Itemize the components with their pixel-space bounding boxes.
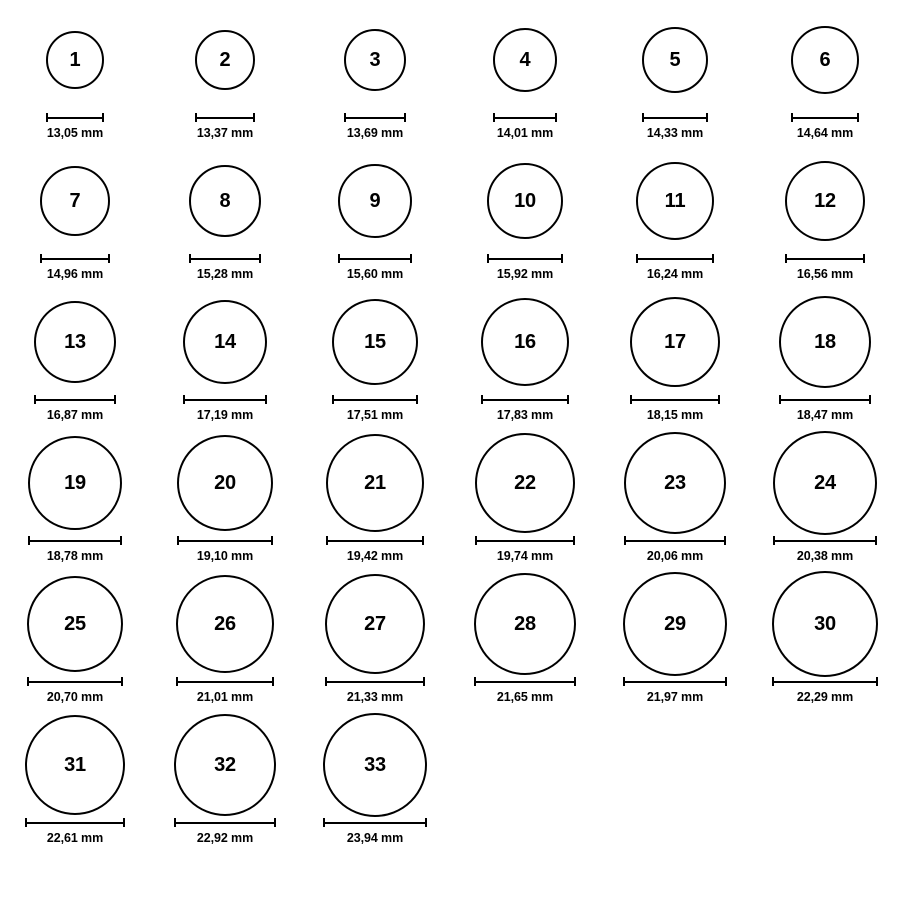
- diameter-label: 14,96 mm: [46, 267, 104, 281]
- measure-cap-right: [863, 254, 865, 263]
- measure-cap-right: [274, 818, 276, 827]
- ring-size-cell[interactable]: [0, 8, 150, 149]
- diameter-label: 20,38 mm: [796, 549, 854, 563]
- measure-cap-left: [623, 677, 625, 686]
- ring-circle-wrapper: [28, 431, 122, 535]
- measure-line: [332, 399, 418, 401]
- ring-size-cell[interactable]: [600, 149, 750, 290]
- ring-circle: [40, 166, 110, 236]
- ring-circle-wrapper: [195, 8, 255, 112]
- measure-cap-left: [174, 818, 176, 827]
- measure-line: [474, 681, 576, 683]
- diameter-measure-bar: [323, 818, 427, 827]
- diameter-measure-bar: [344, 113, 406, 122]
- measure-line: [785, 258, 865, 260]
- measure-cap-left: [189, 254, 191, 263]
- ring-size-cell[interactable]: [300, 431, 450, 572]
- measure-cap-left: [344, 113, 346, 122]
- diameter-measure-bar: [176, 677, 274, 686]
- measure-cap-right: [422, 536, 424, 545]
- ring-circle: [325, 574, 425, 674]
- ring-size-number: 10: [514, 190, 536, 212]
- ring-size-number: 9: [369, 190, 381, 212]
- diameter-label: 15,28 mm: [196, 267, 254, 281]
- ring-size-cell[interactable]: [450, 8, 600, 149]
- measure-cap-left: [326, 536, 328, 545]
- ring-size-cell[interactable]: [750, 8, 900, 149]
- diameter-label: 13,69 mm: [346, 126, 404, 140]
- diameter-measure-bar: [325, 677, 425, 686]
- ring-circle-wrapper: [34, 290, 116, 394]
- diameter-measure-bar: [177, 536, 273, 545]
- ring-size-number: 24: [814, 472, 836, 494]
- ring-circle: [636, 162, 714, 240]
- diameter-measure-bar: [189, 254, 261, 263]
- ring-size-number: 15: [364, 331, 386, 353]
- diameter-label: 14,33 mm: [646, 126, 704, 140]
- measure-line: [338, 258, 412, 260]
- ring-circle-wrapper: [630, 290, 720, 394]
- ring-circle-wrapper: [791, 8, 859, 112]
- diameter-label: 20,70 mm: [46, 690, 104, 704]
- diameter-label: 13,37 mm: [196, 126, 254, 140]
- diameter-label: 16,87 mm: [46, 408, 104, 422]
- ring-circle: [183, 300, 267, 384]
- measure-cap-left: [34, 395, 36, 404]
- diameter-measure-bar: [642, 113, 708, 122]
- measure-cap-left: [27, 677, 29, 686]
- ring-circle: [34, 301, 116, 383]
- measure-cap-left: [791, 113, 793, 122]
- ring-size-number: 8: [219, 190, 231, 212]
- ring-circle: [27, 576, 123, 672]
- measure-cap-left: [779, 395, 781, 404]
- ring-size-number: 30: [814, 613, 836, 635]
- measure-cap-left: [785, 254, 787, 263]
- ring-circle: [785, 161, 865, 241]
- measure-line: [40, 258, 110, 260]
- ring-size-number: 29: [664, 613, 686, 635]
- measure-line: [46, 117, 104, 119]
- diameter-label: 17,19 mm: [196, 408, 254, 422]
- ring-size-cell[interactable]: [150, 713, 300, 854]
- diameter-label: 22,29 mm: [796, 690, 854, 704]
- ring-size-cell[interactable]: [600, 8, 750, 149]
- ring-size-cell[interactable]: [750, 149, 900, 290]
- diameter-measure-bar: [791, 113, 859, 122]
- ring-size-number: 31: [64, 754, 86, 776]
- measure-cap-right: [876, 677, 878, 686]
- measure-cap-right: [259, 254, 261, 263]
- diameter-label: 14,01 mm: [496, 126, 554, 140]
- diameter-measure-bar: [779, 395, 871, 404]
- ring-size-number: 13: [64, 331, 86, 353]
- measure-line: [344, 117, 406, 119]
- measure-line: [176, 681, 274, 683]
- measure-cap-right: [108, 254, 110, 263]
- diameter-label: 13,05 mm: [46, 126, 104, 140]
- ring-circle: [176, 575, 274, 673]
- ring-size-cell[interactable]: [600, 290, 750, 431]
- ring-circle-wrapper: [174, 713, 276, 817]
- ring-circle-wrapper: [325, 572, 425, 676]
- diameter-measure-bar: [481, 395, 569, 404]
- diameter-measure-bar: [338, 254, 412, 263]
- measure-cap-left: [773, 536, 775, 545]
- diameter-label: 22,61 mm: [46, 831, 104, 845]
- measure-cap-right: [425, 818, 427, 827]
- ring-size-cell[interactable]: [150, 8, 300, 149]
- measure-line: [493, 117, 557, 119]
- ring-size-number: 18: [814, 331, 836, 353]
- measure-cap-right: [423, 677, 425, 686]
- measure-line: [189, 258, 261, 260]
- ring-size-number: 16: [514, 331, 536, 353]
- measure-cap-right: [555, 113, 557, 122]
- measure-line: [624, 540, 726, 542]
- measure-cap-right: [875, 536, 877, 545]
- ring-size-number: 1: [69, 49, 81, 71]
- ring-size-number: 22: [514, 472, 536, 494]
- ring-circle: [474, 573, 576, 675]
- diameter-label: 18,78 mm: [46, 549, 104, 563]
- measure-line: [487, 258, 563, 260]
- ring-size-number: 26: [214, 613, 236, 635]
- ring-circle-wrapper: [323, 713, 427, 817]
- ring-circle-wrapper: [623, 572, 727, 676]
- ring-size-number: 14: [214, 331, 236, 353]
- measure-line: [323, 822, 427, 824]
- measure-cap-left: [46, 113, 48, 122]
- diameter-measure-bar: [636, 254, 714, 263]
- measure-line: [325, 681, 425, 683]
- measure-cap-left: [630, 395, 632, 404]
- diameter-label: 22,92 mm: [196, 831, 254, 845]
- ring-circle-wrapper: [785, 149, 865, 253]
- ring-circle-wrapper: [475, 431, 575, 535]
- ring-size-cell[interactable]: [0, 431, 150, 572]
- measure-cap-left: [642, 113, 644, 122]
- diameter-measure-bar: [46, 113, 104, 122]
- measure-line: [481, 399, 569, 401]
- measure-cap-left: [493, 113, 495, 122]
- measure-cap-right: [102, 113, 104, 122]
- measure-cap-left: [338, 254, 340, 263]
- ring-circle-wrapper: [642, 8, 708, 112]
- ring-circle: [28, 436, 122, 530]
- measure-line: [773, 540, 877, 542]
- diameter-label: 21,01 mm: [196, 690, 254, 704]
- measure-line: [623, 681, 727, 683]
- ring-circle-wrapper: [326, 431, 424, 535]
- diameter-measure-bar: [27, 677, 123, 686]
- ring-circle-wrapper: [338, 149, 412, 253]
- measure-line: [326, 540, 424, 542]
- ring-circle: [338, 164, 412, 238]
- ring-circle-wrapper: [176, 572, 274, 676]
- diameter-measure-bar: [474, 677, 576, 686]
- ring-size-cell[interactable]: [0, 290, 150, 431]
- ring-size-number: 21: [364, 472, 386, 494]
- diameter-label: 15,60 mm: [346, 267, 404, 281]
- ring-size-cell[interactable]: [150, 149, 300, 290]
- ring-circle: [773, 431, 877, 535]
- ring-circle-wrapper: [332, 290, 418, 394]
- ring-circle: [189, 165, 261, 237]
- ring-size-number: 3: [369, 49, 381, 71]
- measure-cap-left: [636, 254, 638, 263]
- measure-cap-left: [474, 677, 476, 686]
- ring-circle: [326, 434, 424, 532]
- measure-cap-right: [718, 395, 720, 404]
- measure-line: [27, 681, 123, 683]
- ring-size-cell[interactable]: [450, 149, 600, 290]
- measure-cap-right: [123, 818, 125, 827]
- diameter-measure-bar: [487, 254, 563, 263]
- ring-circle: [323, 713, 427, 817]
- measure-line: [791, 117, 859, 119]
- measure-cap-left: [183, 395, 185, 404]
- measure-cap-left: [25, 818, 27, 827]
- diameter-label: 23,94 mm: [346, 831, 404, 845]
- ring-size-cell[interactable]: [750, 290, 900, 431]
- diameter-label: 20,06 mm: [646, 549, 704, 563]
- ring-size-number: 2: [219, 49, 231, 71]
- diameter-measure-bar: [40, 254, 110, 263]
- ring-circle: [344, 29, 406, 91]
- measure-line: [636, 258, 714, 260]
- diameter-label: 18,15 mm: [646, 408, 704, 422]
- measure-cap-left: [28, 536, 30, 545]
- diameter-measure-bar: [630, 395, 720, 404]
- ring-circle: [791, 26, 859, 94]
- ring-circle-wrapper: [772, 572, 878, 676]
- diameter-label: 21,97 mm: [646, 690, 704, 704]
- measure-cap-left: [481, 395, 483, 404]
- ring-circle: [487, 163, 563, 239]
- ring-circle: [46, 31, 104, 89]
- ring-circle-wrapper: [773, 431, 877, 535]
- ring-circle-wrapper: [624, 431, 726, 535]
- measure-cap-left: [475, 536, 477, 545]
- diameter-label: 16,24 mm: [646, 267, 704, 281]
- ring-size-cell[interactable]: [600, 572, 750, 713]
- measure-cap-right: [574, 677, 576, 686]
- ring-size-cell[interactable]: [300, 572, 450, 713]
- ring-size-number: 19: [64, 472, 86, 494]
- ring-circle: [623, 572, 727, 676]
- diameter-measure-bar: [195, 113, 255, 122]
- ring-size-number: 6: [819, 49, 831, 71]
- diameter-measure-bar: [475, 536, 575, 545]
- ring-size-cell[interactable]: [300, 149, 450, 290]
- measure-line: [642, 117, 708, 119]
- measure-cap-right: [272, 677, 274, 686]
- measure-cap-left: [772, 677, 774, 686]
- diameter-label: 17,83 mm: [496, 408, 554, 422]
- ring-size-cell[interactable]: [150, 290, 300, 431]
- measure-cap-right: [114, 395, 116, 404]
- ring-circle-wrapper: [344, 8, 406, 112]
- diameter-measure-bar: [493, 113, 557, 122]
- ring-circle: [624, 432, 726, 534]
- measure-cap-right: [725, 677, 727, 686]
- ring-size-cell[interactable]: [750, 431, 900, 572]
- measure-line: [177, 540, 273, 542]
- ring-circle: [642, 27, 708, 93]
- ring-size-number: 25: [64, 613, 86, 635]
- measure-line: [34, 399, 116, 401]
- ring-size-cell[interactable]: [300, 8, 450, 149]
- diameter-label: 17,51 mm: [346, 408, 404, 422]
- ring-circle-wrapper: [487, 149, 563, 253]
- ring-circle-wrapper: [46, 8, 104, 112]
- measure-cap-left: [195, 113, 197, 122]
- ring-size-cell[interactable]: [300, 713, 450, 854]
- ring-circle-wrapper: [779, 290, 871, 394]
- ring-circle-wrapper: [636, 149, 714, 253]
- diameter-label: 14,64 mm: [796, 126, 854, 140]
- diameter-measure-bar: [34, 395, 116, 404]
- ring-circle-wrapper: [177, 431, 273, 535]
- ring-size-cell[interactable]: [150, 431, 300, 572]
- ring-size-cell[interactable]: [450, 431, 600, 572]
- measure-cap-right: [712, 254, 714, 263]
- diameter-label: 15,92 mm: [496, 267, 554, 281]
- measure-cap-left: [325, 677, 327, 686]
- measure-line: [779, 399, 871, 401]
- measure-cap-right: [404, 113, 406, 122]
- diameter-measure-bar: [25, 818, 125, 827]
- diameter-measure-bar: [624, 536, 726, 545]
- ring-circle-wrapper: [27, 572, 123, 676]
- measure-cap-right: [265, 395, 267, 404]
- diameter-measure-bar: [28, 536, 122, 545]
- diameter-measure-bar: [773, 536, 877, 545]
- ring-size-number: 5: [669, 49, 681, 71]
- diameter-label: 18,47 mm: [796, 408, 854, 422]
- ring-circle-wrapper: [189, 149, 261, 253]
- diameter-measure-bar: [623, 677, 727, 686]
- ring-circle-wrapper: [481, 290, 569, 394]
- ring-size-number: 20: [214, 472, 236, 494]
- ring-size-number: 7: [69, 190, 81, 212]
- ring-circle: [25, 715, 125, 815]
- ring-circle-wrapper: [474, 572, 576, 676]
- measure-cap-left: [176, 677, 178, 686]
- measure-cap-right: [724, 536, 726, 545]
- measure-line: [174, 822, 276, 824]
- ring-size-cell[interactable]: [0, 149, 150, 290]
- ring-circle: [177, 435, 273, 531]
- diameter-label: 19,10 mm: [196, 549, 254, 563]
- ring-circle: [332, 299, 418, 385]
- measure-line: [772, 681, 878, 683]
- measure-line: [195, 117, 255, 119]
- ring-circle-wrapper: [493, 8, 557, 112]
- diameter-measure-bar: [183, 395, 267, 404]
- ring-size-cell[interactable]: [600, 431, 750, 572]
- ring-size-cell[interactable]: [150, 572, 300, 713]
- measure-cap-right: [869, 395, 871, 404]
- measure-line: [28, 540, 122, 542]
- measure-cap-left: [332, 395, 334, 404]
- diameter-label: 19,42 mm: [346, 549, 404, 563]
- measure-cap-right: [416, 395, 418, 404]
- measure-cap-right: [410, 254, 412, 263]
- ring-size-cell[interactable]: [450, 572, 600, 713]
- ring-size-cell[interactable]: [0, 572, 150, 713]
- ring-circle: [481, 298, 569, 386]
- ring-size-cell[interactable]: [300, 290, 450, 431]
- ring-size-number: 28: [514, 613, 536, 635]
- diameter-label: 19,74 mm: [496, 549, 554, 563]
- measure-line: [25, 822, 125, 824]
- diameter-measure-bar: [332, 395, 418, 404]
- ring-circle-wrapper: [183, 290, 267, 394]
- measure-cap-left: [323, 818, 325, 827]
- diameter-measure-bar: [326, 536, 424, 545]
- ring-circle: [195, 30, 255, 90]
- measure-cap-right: [567, 395, 569, 404]
- measure-line: [183, 399, 267, 401]
- ring-size-number: 17: [664, 331, 686, 353]
- ring-size-number: 33: [364, 754, 386, 776]
- ring-circle-wrapper: [40, 149, 110, 253]
- ring-size-number: 23: [664, 472, 686, 494]
- ring-size-cell[interactable]: [450, 290, 600, 431]
- diameter-label: 21,33 mm: [346, 690, 404, 704]
- diameter-label: 16,56 mm: [796, 267, 854, 281]
- diameter-measure-bar: [174, 818, 276, 827]
- measure-cap-right: [857, 113, 859, 122]
- measure-cap-right: [271, 536, 273, 545]
- diameter-label: 21,65 mm: [496, 690, 554, 704]
- measure-cap-right: [706, 113, 708, 122]
- measure-cap-right: [561, 254, 563, 263]
- ring-circle: [779, 296, 871, 388]
- measure-cap-left: [177, 536, 179, 545]
- ring-circle-wrapper: [25, 713, 125, 817]
- ring-circle: [630, 297, 720, 387]
- ring-size-number: 27: [364, 613, 386, 635]
- measure-cap-right: [573, 536, 575, 545]
- measure-line: [630, 399, 720, 401]
- ring-circle: [493, 28, 557, 92]
- ring-size-number: 4: [519, 49, 531, 71]
- diameter-measure-bar: [785, 254, 865, 263]
- measure-cap-right: [121, 677, 123, 686]
- measure-cap-right: [120, 536, 122, 545]
- measure-cap-left: [40, 254, 42, 263]
- measure-cap-left: [624, 536, 626, 545]
- ring-size-number: 11: [664, 190, 686, 212]
- ring-size-cell[interactable]: [750, 572, 900, 713]
- ring-circle: [475, 433, 575, 533]
- ring-size-cell[interactable]: [0, 713, 150, 854]
- ring-circle: [772, 571, 878, 677]
- ring-circle: [174, 714, 276, 816]
- ring-size-number: 32: [214, 754, 236, 776]
- measure-cap-left: [487, 254, 489, 263]
- ring-size-number: 12: [814, 190, 836, 212]
- measure-cap-right: [253, 113, 255, 122]
- measure-line: [475, 540, 575, 542]
- diameter-measure-bar: [772, 677, 878, 686]
